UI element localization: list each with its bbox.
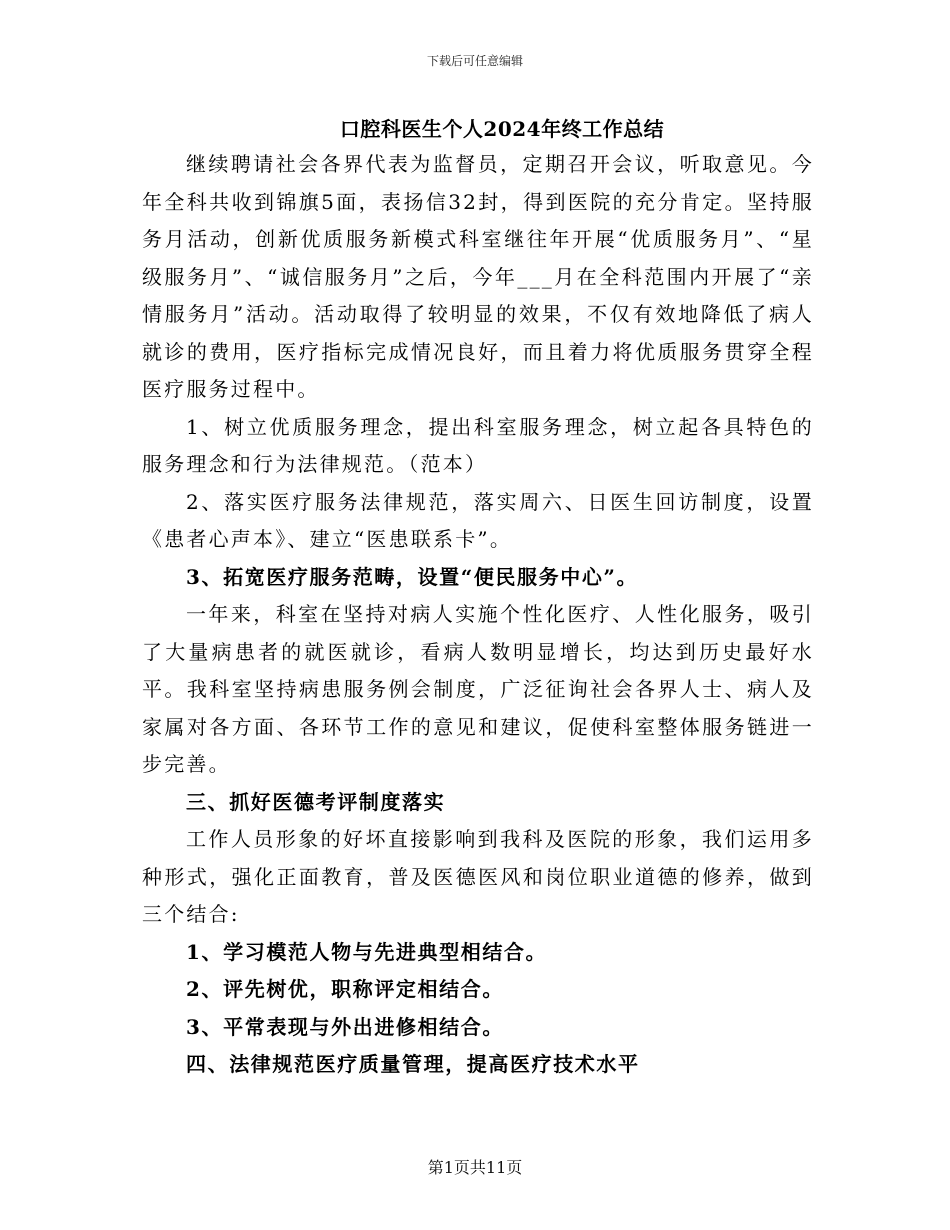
list-item-combination-3: 3、平常表现与外出进修相结合。 (186, 1014, 504, 1039)
paragraph-item-1: 1、树立优质服务理念，提出科室服务理念，树立起各具特色的服务理念和行为法律规范。（范本） (142, 414, 814, 476)
section-heading-quality: 四、法律规范医疗质量管理，提高医疗技术水平 (186, 1052, 640, 1076)
paragraph-supervision: 继续聘请社会各界代表为监督员，定期召开会议，听取意见。今年全科共收到锦旗5面，表扬信32封，得到医院的充分肯定。坚持服务月活动，创新优质服务新模式科室继往年开展“优质服务月”、“星级服务月”、“诚信服务月”之后，今年___月在全科范围内开展了“亲情服务月”活动。活动取得了较明显的效果，不仅有效地降低了病人就诊的费用，医疗指标完成情况良好，而且着力将优质服务贯穿全程医疗服务过程中。 (142, 152, 814, 401)
document-title: 口腔科医生个人2024年终工作总结 (339, 117, 665, 141)
paragraph-staff-image: 工作人员形象的好坏直接影响到我科及医院的形象，我们运用多种形式，强化正面教育，普及医德医风和岗位职业道德的修养，做到三个结合: (142, 827, 814, 926)
page-header-note: 下载后可任意编辑 (426, 54, 523, 68)
list-item-combination-1: 1、学习模范人物与先进典型相结合。 (186, 939, 548, 964)
paragraph-item-2: 2、落实医疗服务法律规范，落实周六、日医生回访制度，设置《患者心声本》、建立“医患联系卡”。 (142, 489, 814, 551)
page-footer-number: 第1页共11页 (427, 1158, 523, 1177)
list-item-combination-2: 2、评先树优，职称评定相结合。 (186, 977, 504, 1001)
paragraph-item-3: 3、拓宽医疗服务范畴，设置“便民服务中心”。 (186, 564, 639, 589)
paragraph-year-summary: 一年来，科室在坚持对病人实施个性化医疗、人性化服务，吸引了大量病患者的就医就诊，看病人数明显增长，均达到历史最好水平。我科室坚持病患服务例会制度，广泛征询社会各界人士、病人及家属对各方面、各环节工作的意见和建议，促使科室整体服务链进一步完善。 (142, 602, 814, 776)
document-body (142, 112, 814, 1084)
section-heading-ethics: 三、抓好医德考评制度落实 (186, 789, 446, 814)
